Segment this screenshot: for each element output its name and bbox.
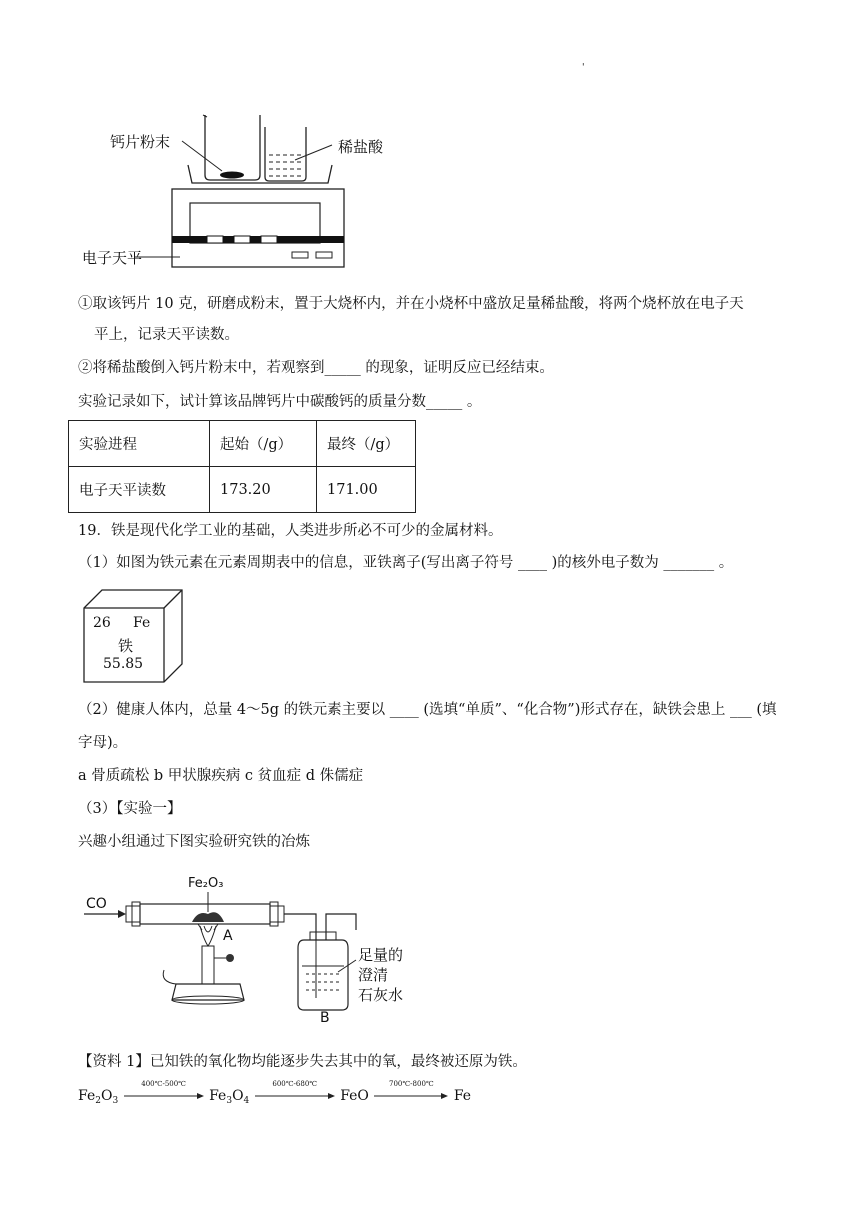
formula-fe3o4: $Fe_3O_4$ — [209, 1088, 250, 1106]
condition-1: 400℃-500℃ — [141, 1080, 187, 1088]
table-header-cell: 实验进程 — [69, 421, 210, 467]
page-mark: ' — [582, 63, 585, 73]
formula-fe2o3: $Fe_2O_3$ — [78, 1088, 119, 1106]
question-19-part1: （1）如图为铁元素在元素周期表中的信息，亚铁离子(写出离子符号 ____ )的核外电子数为 _______ 。 — [78, 555, 734, 571]
reduction-sequence — [78, 1080, 472, 1106]
reaction-arrow-2 — [254, 1080, 336, 1101]
record-table — [68, 420, 416, 513]
label-electronic-balance: 电子天平 — [82, 249, 143, 267]
label-a: A — [223, 928, 233, 944]
record-intro: 实验记录如下，试计算该品牌钙片中碳酸钙的质量分数_____ 。 — [78, 394, 482, 410]
table-header-cell: 起始（/g） — [210, 421, 317, 467]
formula-feo: FeO — [340, 1088, 369, 1104]
element-number: 26 — [93, 615, 111, 631]
table-row — [69, 467, 416, 513]
question-19-part3: （3）【实验一】 — [78, 801, 182, 817]
label-limewater-1: 足量的 — [358, 946, 404, 964]
step2: ②将稀盐酸倒入钙片粉末中，若观察到_____ 的现象，证明反应已经结束。 — [78, 360, 554, 376]
label-fe2o3: Fe₂O₃ — [188, 876, 224, 891]
label-dilute-hcl: 稀盐酸 — [338, 138, 384, 156]
question-19-part2-line2: 字母)。 — [78, 735, 128, 751]
formula-fe: Fe — [453, 1088, 472, 1104]
question-19-title: 19．铁是现代化学工业的基础，人类进步所必不可少的金属材料。 — [78, 523, 503, 539]
table-cell: 173.20 — [210, 467, 317, 513]
table-row — [69, 421, 416, 467]
reaction-arrow-1 — [123, 1080, 205, 1101]
table-cell: 171.00 — [317, 467, 416, 513]
reaction-arrow-3 — [373, 1080, 449, 1101]
question-19-part2-line1: （2）健康人体内，总量 4～5g 的铁元素主要以 ____ (选填“单质”、“化合物”)形式存在，缺铁会患上 ___ (填 — [78, 702, 777, 718]
element-symbol: Fe — [133, 615, 151, 631]
label-co: CO — [86, 896, 107, 912]
label-limewater-3: 石灰水 — [358, 986, 404, 1004]
experiment-intro: 兴趣小组通过下图实验研究铁的冶炼 — [78, 834, 310, 850]
element-name: 铁 — [118, 637, 134, 655]
condition-3: 700℃-800℃ — [388, 1080, 434, 1088]
question-19-part2-options: a 骨质疏松 b 甲状腺疾病 c 贫血症 d 侏儒症 — [78, 768, 364, 784]
table-header-cell: 最终（/g） — [317, 421, 416, 467]
step1-line2: 平上，记录天平读数。 — [94, 327, 239, 343]
step1-line1: ①取该钙片 10 克，研磨成粉末，置于大烧杯内，并在小烧杯中盛放足量稀盐酸，将两个烧杯放在电子天 — [78, 296, 744, 312]
label-limewater-2: 澄清 — [358, 966, 389, 984]
label-calcium-powder: 钙片粉末 — [110, 133, 171, 151]
material-1: 【资料 1】已知铁的氧化物均能逐步失去其中的氧，最终被还原为铁。 — [78, 1054, 527, 1070]
condition-2: 600℃-680℃ — [272, 1080, 318, 1088]
label-b: B — [320, 1010, 330, 1026]
table-cell: 电子天平读数 — [69, 467, 210, 513]
element-mass: 55.85 — [103, 656, 144, 672]
